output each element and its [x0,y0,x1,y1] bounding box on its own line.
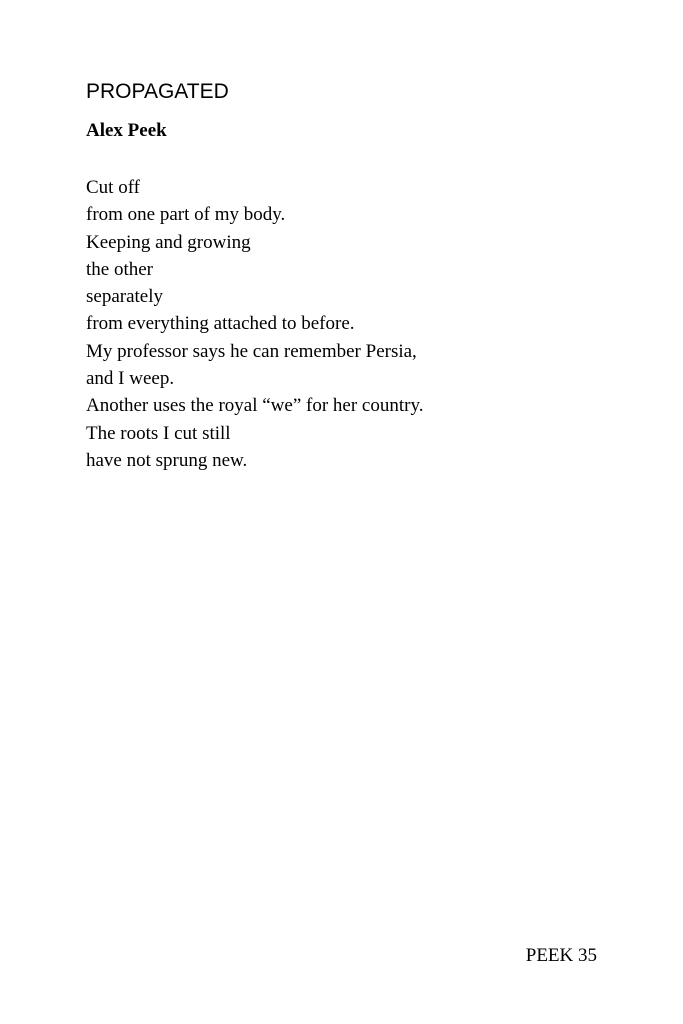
poem-line: have not sprung new. [86,449,248,471]
poem-line: My professor says he can remember Persia, [86,340,417,362]
poem-line: Keeping and growing [86,231,251,253]
poem-line: and I weep. [86,368,175,390]
poem-line: The roots I cut still [86,422,231,444]
poem-body [86,174,423,474]
poem-author: Alex Peek [86,120,167,141]
poem-line: the other [86,258,154,280]
poem-line: Another uses the royal “we” for her country. [86,395,424,417]
poem-line: from one part of my body. [86,204,286,226]
page-footer-running-head: PEEK 35 [525,945,597,966]
poem-line: Cut off [86,177,141,198]
poem-line: separately [86,286,164,308]
poem-line: from everything attached to before. [86,313,355,335]
poem-title: PROPAGATED [86,80,229,103]
